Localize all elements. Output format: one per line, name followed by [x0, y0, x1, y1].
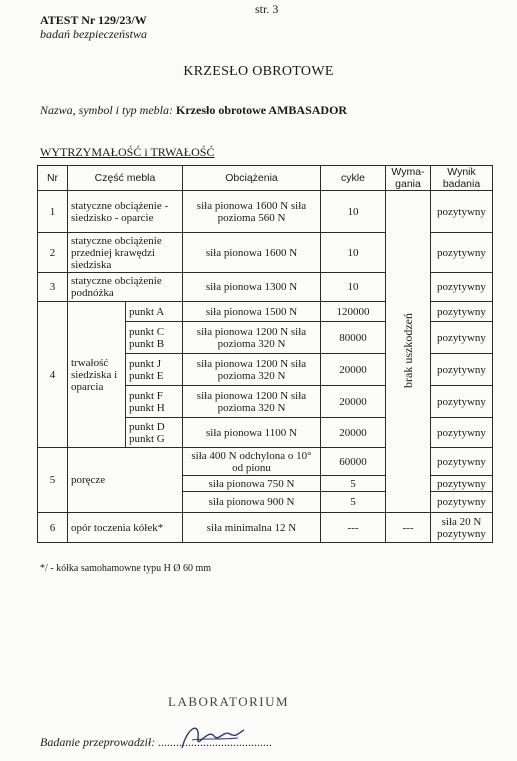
row-load: siła minimalna 12 N [183, 513, 321, 543]
row-nr: 1 [38, 191, 68, 233]
requirements-text: brak uszkodzeń [400, 312, 415, 388]
row-result: siła 20 N pozytywny [431, 513, 493, 543]
test-point: punkt J punkt E [126, 354, 183, 386]
row-load: siła pionowa 900 N [183, 492, 321, 513]
product-name: Krzesło obrotowe AMBASADOR [176, 103, 348, 117]
row-cycles: 10 [321, 233, 386, 273]
product-label: Nazwa, symbol i typ mebla: [40, 103, 173, 117]
handwritten-signature [178, 718, 248, 754]
row-cycles: 10 [321, 273, 386, 302]
row-result: pozytywny [431, 233, 493, 273]
test-point: punkt C punkt B [126, 322, 183, 354]
row-cycles: 60000 [321, 448, 386, 476]
header-requirements: Wyma-gania [386, 166, 431, 191]
row-cycles: 120000 [321, 302, 386, 322]
table-row [38, 513, 493, 543]
row-part: statyczne obciążenie podnóżka [68, 273, 183, 302]
row-result: pozytywny [431, 448, 493, 476]
table-header-row [38, 166, 493, 191]
table-row [38, 191, 493, 233]
row-cycles: 20000 [321, 418, 386, 448]
certificate-subtitle: badań bezpieczeństwa [40, 27, 147, 41]
row-result: pozytywny [431, 492, 493, 513]
header-cycles: cykle [321, 166, 386, 191]
row-load: siła pionowa 1200 N siła pozioma 320 N [183, 354, 321, 386]
row-cycles: 20000 [321, 354, 386, 386]
header-part: Część mebla [68, 166, 183, 191]
row-result: pozytywny [431, 191, 493, 233]
row-part: poręcze [68, 448, 183, 513]
row-nr: 4 [38, 302, 68, 448]
row-nr: 5 [38, 448, 68, 513]
row-result: pozytywny [431, 354, 493, 386]
row-result: pozytywny [431, 302, 493, 322]
row-nr: 3 [38, 273, 68, 302]
row-cycles: 5 [321, 476, 386, 492]
test-point: punkt A [126, 302, 183, 322]
footnote: */ - kółka samohamowne typu H Ø 60 mm [40, 563, 212, 574]
page-number: str. 3 [255, 2, 279, 16]
header-result: Wynik badania [431, 166, 493, 191]
row-part: trwałość siedziska i oparcia [68, 302, 126, 448]
results-table [37, 165, 493, 543]
row-load: siła pionowa 1500 N [183, 302, 321, 322]
row-part: statyczne obciążenie przedniej krawędzi siedziska [68, 233, 183, 273]
row-result: pozytywny [431, 476, 493, 492]
row-cycles: 5 [321, 492, 386, 513]
row-nr: 6 [38, 513, 68, 543]
header-nr: Nr [38, 166, 68, 191]
row-part: statyczne obciążenie - siedzisko - oparcie [68, 191, 183, 233]
product-line [40, 103, 347, 118]
row-load: siła pionowa 1600 N [183, 233, 321, 273]
certificate-number: ATEST Nr 129/23/W [40, 13, 147, 27]
row-load: siła 400 N odchylona o 10° od pionu [183, 448, 321, 476]
test-point: punkt D punkt G [126, 418, 183, 448]
row-result: pozytywny [431, 386, 493, 418]
requirements-merged-cell [386, 191, 431, 513]
row-load: siła pionowa 1200 N siła pozioma 320 N [183, 386, 321, 418]
row-cycles: 20000 [321, 386, 386, 418]
row-load: siła pionowa 1100 N [183, 418, 321, 448]
row-load: siła pionowa 750 N [183, 476, 321, 492]
test-point: punkt F punkt H [126, 386, 183, 418]
header-load: Obciążenia [183, 166, 321, 191]
row-requirements: --- [386, 513, 431, 543]
row-result: pozytywny [431, 273, 493, 302]
row-cycles: --- [321, 513, 386, 543]
row-cycles: 80000 [321, 322, 386, 354]
signature-line: Badanie przeprowadził: ...................................... [40, 735, 273, 749]
row-load: siła pionowa 1200 N siła pozioma 320 N [183, 322, 321, 354]
row-cycles: 10 [321, 191, 386, 233]
document-title: KRZESŁO OBROTOWE [183, 64, 334, 79]
row-result: pozytywny [431, 322, 493, 354]
row-nr: 2 [38, 233, 68, 273]
row-result: pozytywny [431, 418, 493, 448]
row-load: siła pionowa 1300 N [183, 273, 321, 302]
row-load: siła pionowa 1600 N siła pozioma 560 N [183, 191, 321, 233]
laboratory-stamp: LABORATORIUM [168, 694, 290, 709]
row-part: opór toczenia kółek* [68, 513, 183, 543]
section-title: WYTRZYMAŁOŚĆ i TRWAŁOŚĆ [40, 145, 215, 159]
